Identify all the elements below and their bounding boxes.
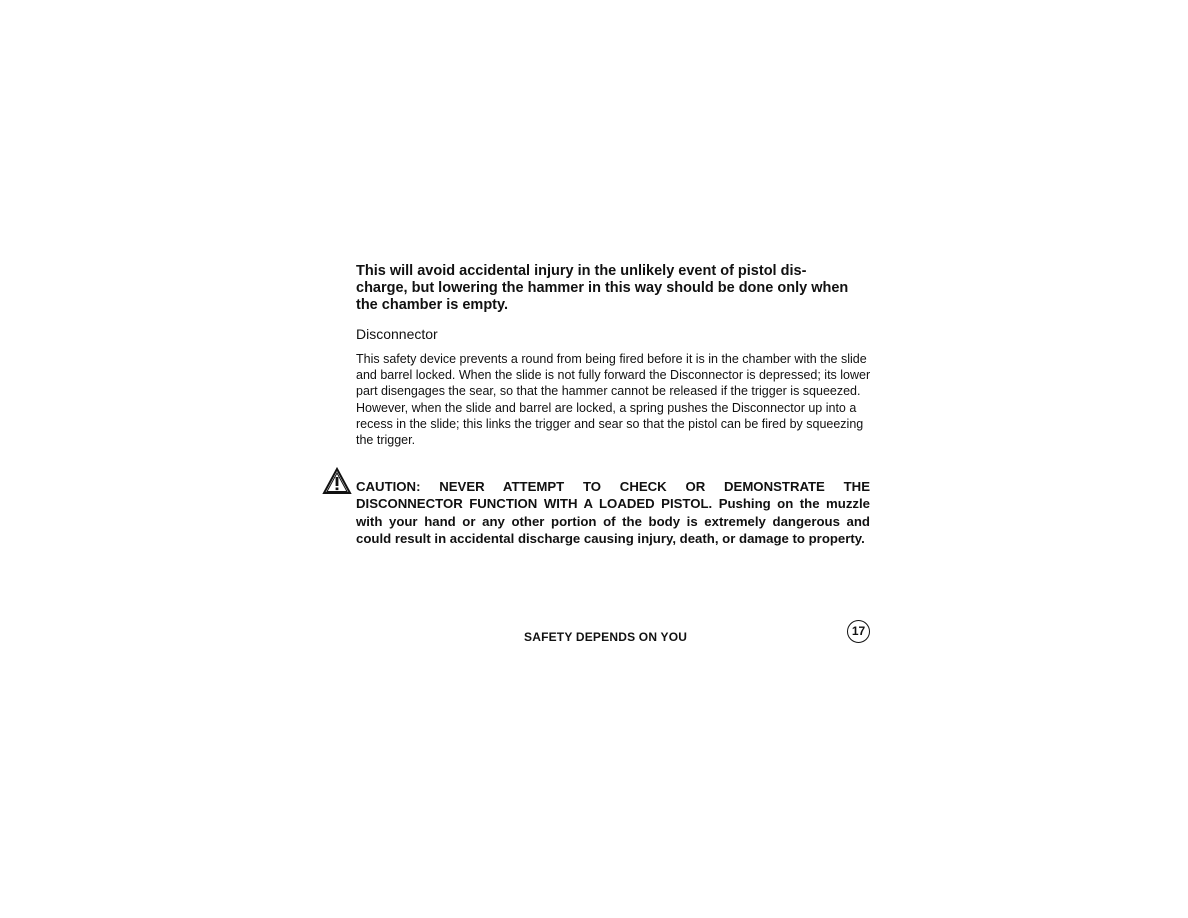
section-body-paragraph: This safety device prevents a round from being fired before it is in the chamber with the slide and barrel locked. When the slide is not fully forward the Disconnector is depressed; its lower part disengages the sear, so that the hammer cannot be released if the trigger is squeezed. However, when the slide and barrel are locked, a spring pushes the Disconnector up into a recess in the slide; this links the trigger and sear so that the pistol can be fired by squeezing the trigger.	[356, 352, 871, 448]
page-number-badge: 17	[847, 620, 870, 643]
intro-paragraph: This will avoid accidental injury in the unlikely event of pistol dis-charge, but lowering the hammer in this way should be done only when the chamber is empty.	[356, 263, 849, 313]
caution-paragraph: CAUTION: NEVER ATTEMPT TO CHECK OR DEMONSTRATE THE DISCONNECTOR FUNCTION WITH A LOADED PISTOL. Pushing on the muzzle with your hand or any other portion of the body is extremely dangerous and could result in accidental discharge causing injury, death, or damage to property.	[356, 479, 870, 546]
footer-slogan: SAFETY DEPENDS ON YOU	[524, 630, 688, 644]
warning-triangle-icon	[322, 467, 352, 495]
section-heading: Disconnector	[356, 326, 438, 342]
